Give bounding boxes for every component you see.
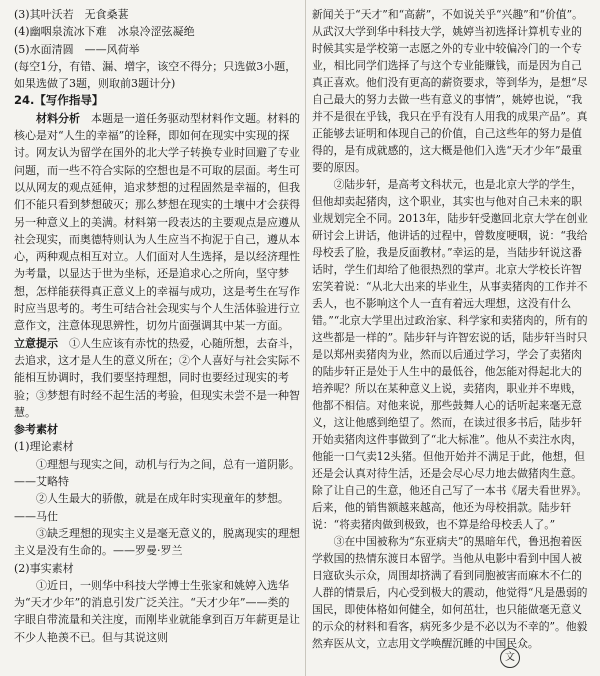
tip-text: ①人生应该有赤忱的热爱，心随所想，去奋斗，去追求，这才是人生的意义所在；②个人喜好与社会实际不能相互协调时，我们要坚持理想，同时也要经过现实的考验；③梦想有时经不起生活的考验，但现实未尝不是一种智慧。 (14, 336, 300, 419)
material-text: 本题是一道任务驱动型材料作文题。材料的核心是对“人生的幸福”的诠释，即如何在现实中实现的探讨。网友认为留学在国外的北大学子转换专业时回避了专业问题，而一些不符合实际的空想也是不可取的层面。考生可以从网友的观点延伸，追求梦想的过程固然是幸福的，但我们不能只看到梦想破灭；那么梦想在现实的土壤中才会获得另一种意义上的美满。材料第一段表达的主要观点是应遵从社会现实，而奥德特则认为人生应当不拘泥于自己，遵从本心，两种观点相互对立。人们面对人生选择，是以经济理性为考量，以显达于世为坐标，还是追求心之所向，坚守梦想，怎样能获得真正意义上的幸福与成功，这是考生在写作时应当思考的。考生可结合社会现实与个人生活体验进行立意作文，注意体现思辨性，切勿片面强调其中某一方面。 (14, 111, 300, 333)
answer-line-3: (3)其叶沃若 无食桑葚 (14, 8, 129, 21)
theory-item-3: ③缺乏理想的现实主义是毫无意义的，脱离现实的理想主义是没有生命的。——罗曼·罗兰 (14, 526, 300, 558)
fact-text: ①近日，一则华中科技大学博士生张家和姚婷入选华为“天才少年”的消息引发广泛关注。“天才少年”——类的字眼自带流量和关注度，而刚毕业就能拿到百万年薪更是让不少人艳羡不已。但与其说这则 (14, 578, 300, 644)
right-column (312, 6, 592, 652)
tip-label: 立意提示 (14, 336, 58, 350)
right-para-1: 新闻关于“天才”和“高薪”，不如说关乎“兴趣”和“价值”。从武汉大学到华中科技大学，姚婷当初选择计算机专业的时候其实是学校第一志愿之外的专业中较偏冷门的一个专业，相比同学们选择了与这个专业能赚钱，而是因为自己真正喜欢。他们没有更高的薪资要求，等到华为，是想“尽自己最大的努力去做一些有意义的事情”，姚婷也说，“我并不是很在乎钱，我只在乎有没有人用我的成果产品”。真正能够去证明和体现自己的价值，自己这些年的努力是值得的，是有成就感的，这大概是他们入选“天才少年”最重要的原因。 (312, 8, 588, 174)
ref-heading: 参考素材 (14, 423, 58, 437)
answer-line-5: (5)水面清圆 ——风荷举 (14, 42, 140, 56)
tip-paragraph (14, 335, 300, 421)
answer-line-4: (4)幽咽泉流冰下难 冰泉冷涩弦凝绝 (14, 25, 195, 39)
material-analysis (14, 110, 300, 335)
material-label: 材料分析 (36, 111, 80, 125)
right-para-2: ②陆步轩，是高考文科状元，也是北京大学的学生，但他却卖起猪肉，这个职业，其实也与他对自己未来的职业规划完全不同。2013年，陆步轩受邀回北京大学在创业研讨会上讲话，他讲话的过程中，曾数度哽咽，说：“我给母校丢了脸，我是反面教材。”幸运的是，当陆步轩说这番话时，学生们却给了他很热烈的掌声。北京大学校长许智宏笑着说：“从北大出来的毕业生，从事卖猪肉的工作并不丢人，也不影响这个人一直有着远大理想，这没有什么错。”“北京大学里出过政治家、科学家和卖猪肉的，所有的这些都是一样的”。陆步轩与许智宏说的话，陆步轩当时只是以郑州卖猪肉为业，然而以后通过学习，学会了卖猪肉的陆步轩正是处于人生中的最低谷，他怎能对得起北大的培养呢？所以在某种意义上说，卖猪肉，职业并不卑贱，他都不相信。对他来说，那些鼓舞人心的话听起来毫无意义，这让他感到绝望了。然而，在读过很多书后，陆步轩开始卖猪肉这件事做到了“北大标准”。他从不卖注水肉，他能一口气卖12头猪。但他开始并不满足于此，他想，但还是会认真对待生活，还是会尽心尽力地去做猪肉生意。除了让自己的生意，他还自己写了一本书《屠夫看世界》。后来，他的销售额越来越高，他还为母校捐款。陆步轩说：“将卖猪肉做到极致，也不算是给母校丢人了。” (312, 178, 588, 531)
theory-item-1: ①理想与现实之间，动机与行为之间，总有一道阴影。——艾略特 (14, 457, 300, 489)
seal-mark: 文 (500, 648, 520, 668)
column-divider (305, 0, 306, 676)
q24-heading: 24.【写作指导】 (14, 93, 104, 108)
theory-item-2: ②人生最大的骄傲，就是在成年时实现童年的梦想。——马仕 (14, 492, 289, 523)
scoring-note: (每空1分，有错、漏、增字，该空不得分；只选做3小题，如果选做了3题，则取前3题计分) (14, 59, 297, 91)
fact-heading: (2)事实素材 (14, 561, 74, 575)
theory-heading: (1)理论素材 (14, 440, 74, 454)
left-column (14, 6, 300, 646)
right-para-3: ③在中国被称为“东亚病夫”的黑暗年代，鲁迅抱着医学救国的热情东渡日本留学。当他从电影中看到中国人被日寇砍头示众，周围却挤满了看到同胞被害而麻木不仁的人群的情景后，内心受到极大的震动，他觉得“凡是愚弱的国民，即使体格如何健全，如何茁壮，也只能做毫无意义的示众的材料和看客，病死多少是不必以为不幸的”。他毅然弃医从文，立志用文学唤醒沉睡的中国民众。 (312, 535, 588, 650)
